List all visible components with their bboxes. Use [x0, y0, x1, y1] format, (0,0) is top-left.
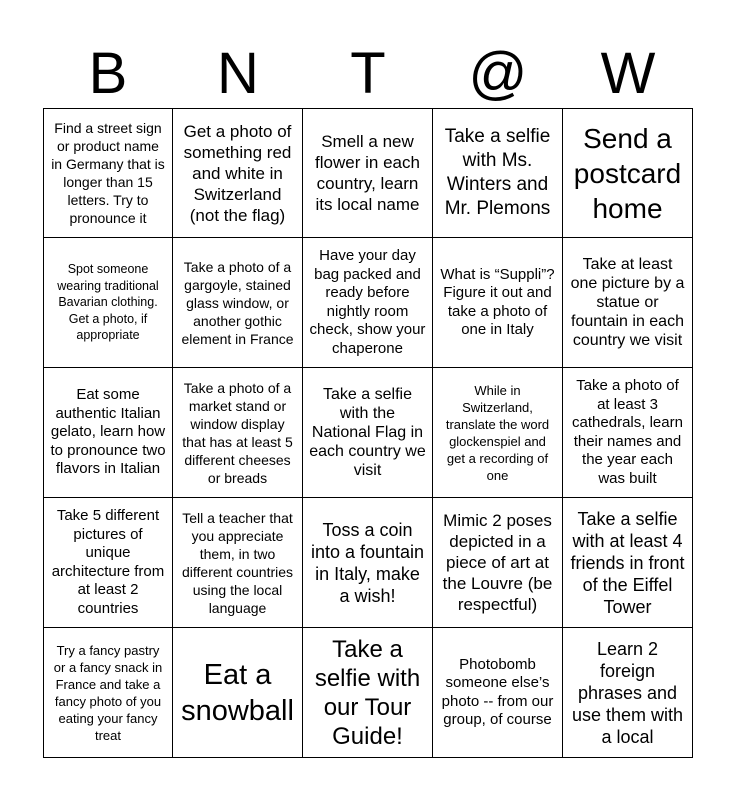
- header-letter-t: T: [350, 41, 386, 106]
- bingo-cell-r4-c3[interactable]: [303, 498, 433, 628]
- bingo-cell-r3-c4[interactable]: [433, 368, 563, 498]
- cell-text: Toss a coin into a fountain in Italy, make a wish!: [310, 519, 425, 606]
- bingo-cell-r1-c2[interactable]: [173, 108, 303, 238]
- header-letter-n: N: [217, 41, 259, 106]
- bingo-cell-r4-c4[interactable]: [433, 498, 563, 628]
- bingo-cell-r1-c5[interactable]: [563, 108, 693, 238]
- header-letter-b: B: [88, 41, 128, 106]
- bingo-grid: [43, 108, 693, 758]
- cell-text: While in Switzerland, translate the word glockenspiel and get a recording of one: [445, 382, 550, 483]
- cell-text: Try a fancy pastry or a fancy snack in France and take a fancy photo of you eating your fancy treat: [53, 642, 163, 743]
- bingo-cell-r5-c3[interactable]: [303, 628, 433, 758]
- bingo-cell-r2-c1[interactable]: [43, 238, 173, 368]
- bingo-cell-r5-c4[interactable]: [433, 628, 563, 758]
- cell-text: Take at least one picture by a statue or fountain in each country we visit: [570, 256, 685, 349]
- cell-text: Take a selfie with the National Flag in each country we visit: [309, 386, 426, 479]
- bingo-cell-r4-c5[interactable]: [563, 498, 693, 628]
- cell-text: Take a photo of a gargoyle, stained glass window, or another gothic element in France: [181, 258, 294, 347]
- header-letter-w: W: [600, 41, 656, 106]
- cell-text: Eat a snowball: [181, 658, 294, 727]
- bingo-cell-r3-c2[interactable]: [173, 368, 303, 498]
- bingo-cell-r4-c2[interactable]: [173, 498, 303, 628]
- cell-text: Spot someone wearing traditional Bavarian clothing. Get a photo, if appropriate: [57, 262, 159, 343]
- cell-text: What is “Suppli”? Figure it out and take a photo of one in Italy: [440, 265, 555, 338]
- header-letter-at: @: [468, 41, 528, 106]
- cell-text: Take a selfie with our Tour Guide!: [314, 635, 421, 750]
- bingo-cell-r5-c1[interactable]: [43, 628, 173, 758]
- bingo-cell-r2-c4[interactable]: [433, 238, 563, 368]
- bingo-cell-r3-c1[interactable]: [43, 368, 173, 498]
- cell-text: Eat some authentic Italian gelato, learn how to pronounce two flavors in Italian: [50, 386, 166, 478]
- cell-text: Take 5 different pictures of unique architecture from at least 2 countries: [51, 507, 165, 617]
- bingo-cell-r5-c5[interactable]: [563, 628, 693, 758]
- bingo-cell-r1-c4[interactable]: [433, 108, 563, 238]
- bingo-cell-r3-c3[interactable]: [303, 368, 433, 498]
- cell-text: Send a postcard home: [573, 122, 682, 224]
- bingo-cell-r1-c1[interactable]: [43, 108, 173, 238]
- bingo-cell-r2-c5[interactable]: [563, 238, 693, 368]
- bingo-cell-r4-c1[interactable]: [43, 498, 173, 628]
- cell-text: Have your day bag packed and ready before nightly room check, show your chaperone: [309, 247, 426, 357]
- cell-text: Take a photo of at least 3 cathedrals, learn their names and the year each was built: [572, 377, 683, 487]
- bingo-cell-r2-c3[interactable]: [303, 238, 433, 368]
- bingo-cell-r1-c3[interactable]: [303, 108, 433, 238]
- bingo-header: [43, 38, 693, 108]
- cell-text: Photobomb someone else’s photo -- from our group, of course: [441, 655, 554, 728]
- bingo-cell-r2-c2[interactable]: [173, 238, 303, 368]
- cell-text: Take a selfie with at least 4 friends in front of the Eiffel Tower: [570, 508, 685, 617]
- bingo-cell-r5-c2[interactable]: [173, 628, 303, 758]
- bingo-cell-r3-c5[interactable]: [563, 368, 693, 498]
- cell-text: Take a photo of a market stand or window display that has at least 5 different cheeses or breads: [182, 379, 293, 486]
- cell-text: Mimic 2 poses depicted in a piece of art at the Louvre (be respectful): [442, 511, 553, 614]
- cell-text: Tell a teacher that you appreciate them, in two different countries using the local language: [181, 509, 294, 616]
- cell-text: Take a selfie with Ms. Winters and Mr. Plemons: [444, 126, 551, 219]
- cell-text: Smell a new flower in each country, learn its local name: [315, 132, 420, 214]
- cell-text: Find a street sign or product name in Germany that is longer than 15 letters. Try to pronounce it: [51, 120, 165, 226]
- cell-text: Learn 2 foreign phrases and use them with a local: [571, 638, 684, 747]
- cell-text: Get a photo of something red and white in Switzerland (not the flag): [183, 121, 292, 225]
